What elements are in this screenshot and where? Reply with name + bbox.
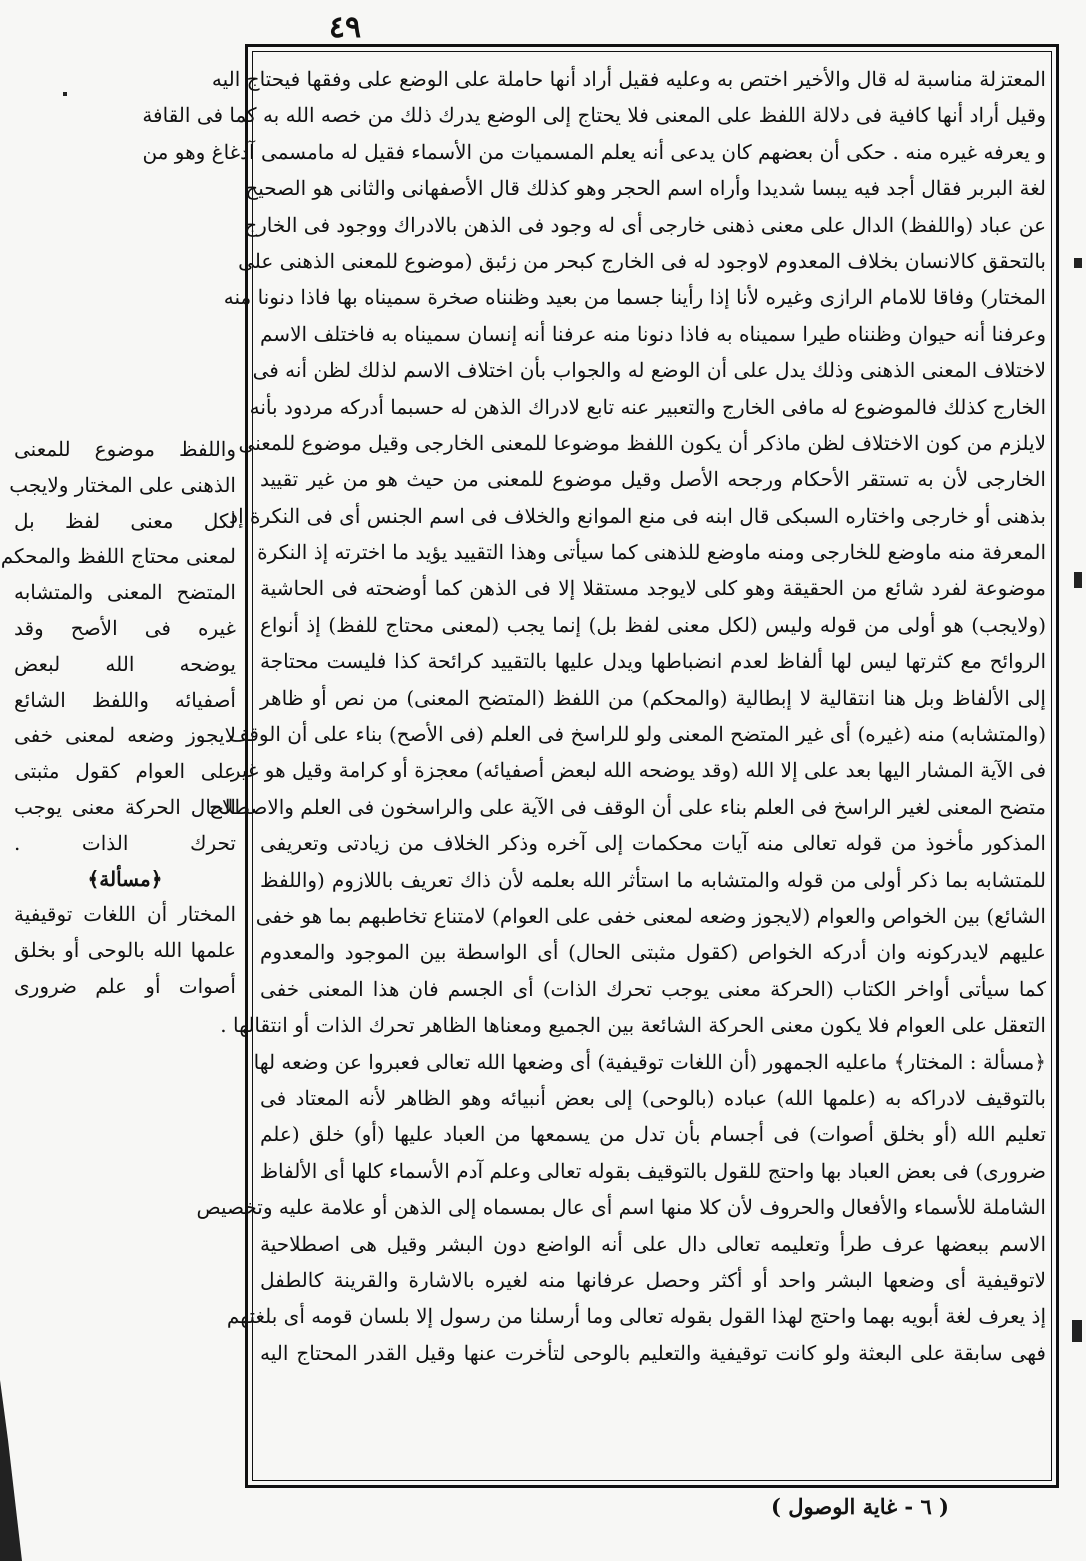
margin-line: المتضح المعنى والمتشابه: [14, 580, 236, 605]
text-line: إذ يعرف لغة أبويه بهما واحتج لهذا القول بقوله تعالى وما أرسلنا من رسول إلا بلسان قومه أى بلغتهم: [226, 1304, 1046, 1329]
margin-line: غيره فى الأصح وقد: [14, 615, 236, 640]
margin-line: ﴿مسألة﴾: [87, 866, 163, 891]
text-frame: [142, 44, 1059, 1488]
text-line: موضوعة لفرد شائع من الحقيقة وهو كلى لايوجد مستقلا إلا فى الذهن كما أوضحته فى الحاشية: [260, 576, 1046, 601]
margin-line: المختار أن اللغات توقيفية: [14, 902, 236, 927]
text-line: إلى الألفاظ وبل هنا انتقالية لا إبطالية (والمحكم) من اللفظ (المتضح المعنى) من نص أو ظاهر: [260, 685, 1046, 710]
margin-line: أصوات أو علم ضرورى: [14, 973, 236, 998]
text-line: الخارج كذلك فالموضوع له مافى الخارج والتعبير عنه تابع لادراك الذهن له حسبما أدركه مردود بأنه: [249, 394, 1046, 419]
main-text-body: [142, 61, 1046, 1479]
text-line: تعليم الله (أو بخلق أصوات) فى أجسام بأن تدل من يسمعها من العباد عليها (أو) خلق (علم: [260, 1122, 1046, 1147]
text-line: متضح المعنى لغير الراسخ فى العلم بناء على أن الوقف فى الآية على والراسخون فى العلم والاصطلاح: [209, 794, 1046, 819]
margin-line: الحال الحركة معنى يوجب: [14, 794, 236, 819]
text-line: الروائح مع كثرتها ليس لها ألفاظ لعدم انضباطها ويدل عليها بالتقييد كرائحة كذا فليست محتاجة: [260, 649, 1046, 674]
margin-line: تحرك الذات .: [14, 830, 236, 855]
margin-line: يوضحه الله لبعض: [14, 651, 236, 676]
text-line: المعرفة منه ماوضع للخارجى ومنه ماوضع للذهنى كما سيأتى وهذا التقييد يؤيد ما اخترته إذ النكرة: [257, 540, 1046, 565]
footer-book-title: ( ٦ - غاية الوصول ): [771, 1494, 949, 1519]
margin-line: لايجوز وضعه لمعنى خفى: [14, 723, 236, 748]
text-line: لاتوقيفية أى وضعها البشر واحد أو أكثر وحصل عرفانها منه لغيره بالاشارة والقرينة كالطفل: [260, 1267, 1046, 1292]
text-line: المختار) وفاقا للامام الرازى وغيره لأنا إذا رأينا جسما من بعيد وظنناه صخرة سميناه بها فاذا دنونا منه: [223, 285, 1046, 310]
margin-line: واللفظ موضوع للمعنى: [14, 437, 236, 461]
page-curl-shadow: [0, 1380, 40, 1561]
margin-line: على العوام كقول مثبتى: [14, 759, 236, 784]
text-line: الاسم ببعضها عرف طرأ وتعليمه تعالى دال على أنه الواضع دون البشر وقيل هى اصطلاحية: [260, 1231, 1046, 1256]
text-line: بالتحقق كالانسان بخلاف المعدوم لاوجود له فى الخارج كبحر من زئبق (موضوع للمعنى الذهنى على: [238, 248, 1046, 273]
text-line: لايلزم من كون الاختلاف لظن ماذكر أن يكون اللفظ موضوعا للمعنى الخارجى وقيل موضوع للمعنى: [238, 430, 1046, 455]
text-line: فهى سابقة على البعثة ولو كانت توقيفية والتعليم بالوحى لتأخرت عنها وقيل القدر المحتاج اليه: [260, 1340, 1046, 1365]
margin-line: الذهنى على المختار ولايجب: [9, 472, 236, 497]
page-number: ٤٩: [328, 10, 362, 45]
text-line: بذهنى أو خارجى واختاره السبكى قال ابنه فى منع الموانع والخلاف فى اسم الجنس أى فى النكرة إذ: [229, 503, 1046, 528]
text-line: لغة البربر فقال أجد فيه يبسا شديدا وأراه اسم الحجر وهو كذلك قال الأصفهانى والثانى هو الصحيح: [245, 176, 1046, 201]
text-line: وعرفنا أنه حيوان وظنناه طيرا سميناه به فاذا دنونا منه عرفنا أنه إنسان سميناه به فاختلف الاسم: [260, 321, 1046, 346]
text-line: لاختلاف المعنى الذهنى وذلك يدل على أن الوضع له والجواب بأن اختلاف الاسم لذلك لظن أنه فى: [252, 358, 1046, 383]
text-line: ﴿مسألة : المختار﴾ ماعليه الجمهور (أن اللغات توقيفية) أى وضعها الله تعالى فعبروا عن وضعه لها: [253, 1049, 1046, 1074]
scan-speck: [63, 92, 67, 96]
text-line: (والمتشابه) منه (غيره) أى غير المتضح المعنى ولو للراسخ فى العلم (فى الأصح) بناء على أن الوقف: [228, 722, 1046, 747]
text-line: الشائع) بين الخواص والعوام (لايجوز وضعه لمعنى خفى على العوام) لامتناع تخاطبهم بما هو خفى: [255, 903, 1046, 928]
margin-line: علمها الله بالوحى أو بخلق: [14, 938, 236, 963]
scan-speck: [1072, 1320, 1082, 1342]
text-line: المذكور مأخوذ من قوله تعالى منه آيات محكمات إلى آخره وذكر الخلاف من زيادتى وتعريفى: [260, 831, 1046, 856]
scan-speck: [1074, 572, 1082, 588]
text-line: (ولايجب) هو أولى من قوله وليس (لكل معنى لفظ بل) إنما يجب (لمعنى محتاج للفظ) إذ أنواع: [260, 612, 1046, 637]
margin-line: لكل معنى لفظ بل: [14, 508, 236, 533]
text-line: عن عباد (واللفظ) الدال على معنى ذهنى خارجى أى له وجود فى الذهن بالادراك ووجود فى الخارج: [244, 212, 1046, 237]
text-line: كما سيأتى أواخر الكتاب (الحركة معنى يوجب تحرك الذات) أى الجسم فان هذا المعنى خفى: [260, 976, 1046, 1001]
text-line: عليهم لايدركونه وان أدركه الخواص (كقول مثبتى الحال) أى الواسطة بين الموجود والمعدوم: [260, 940, 1046, 965]
text-line: المعتزلة مناسبة له قال والأخير اختص به وعليه فقيل أراد أنها حاملة على الوضع على وفقها فيحتاج اليه: [211, 67, 1046, 91]
text-line: التعقل على العوام فلا يكون معنى الحركة الشائعة بين الجميع ومعناها الظاهر تحرك الذات أو انتقالها .: [220, 1013, 1046, 1038]
text-line: و يعرفه غيره منه . حكى أن بعضهم كان يدعى أنه يعلم المسميات من الأسماء فقيل له مامسمى آدغاغ وهو من: [142, 139, 1046, 164]
text-line: الخارجى لأن به تستقر الأحكام ورجحه الأصل وقيل موضوع للمعنى من حيث هو من غير تقييد: [260, 467, 1046, 492]
scan-speck: [1074, 258, 1082, 268]
text-line: فى الآية المشار اليها بعد على إلا الله (وقد يوضحه الله لبعض أصفيائه) معجزة أو كرامة وقيل هو غير: [230, 758, 1046, 783]
text-line: الشاملة للأسماء والأفعال والحروف لأن كلا منها اسم أى عال بمسماه إلى الذهن أو علامة عليه وتخصيص: [196, 1195, 1046, 1220]
text-line: وقيل أراد أنها كافية فى دلالة اللفظ على المعنى فلا يحتاج إلى الوضع يدرك ذلك من خصه الله به كما فى القافة: [142, 103, 1046, 128]
text-line: للمتشابه بما ذكر أولى من قوله والمتشابه ما استأثر الله بعلمه لأن ذاك تعريف باللازوم (واللفظ: [260, 867, 1046, 892]
margin-line: أصفيائه واللفظ الشائع: [14, 687, 236, 712]
margin-summary: [0, 432, 236, 1005]
margin-line: لمعنى محتاج اللفظ والمحكم: [0, 544, 236, 569]
text-line: ضرورى) فى بعض العباد بها واحتج للقول بالتوقيف بقوله تعالى وعلم آدم الأسماء كلها أى الألفاظ: [259, 1158, 1046, 1183]
text-line: بالتوقيف لادراكه به (علمها الله) عباده (بالوحى) إلى بعض أنبيائه وهو الظاهر لأنه المعتاد فى: [260, 1085, 1046, 1110]
